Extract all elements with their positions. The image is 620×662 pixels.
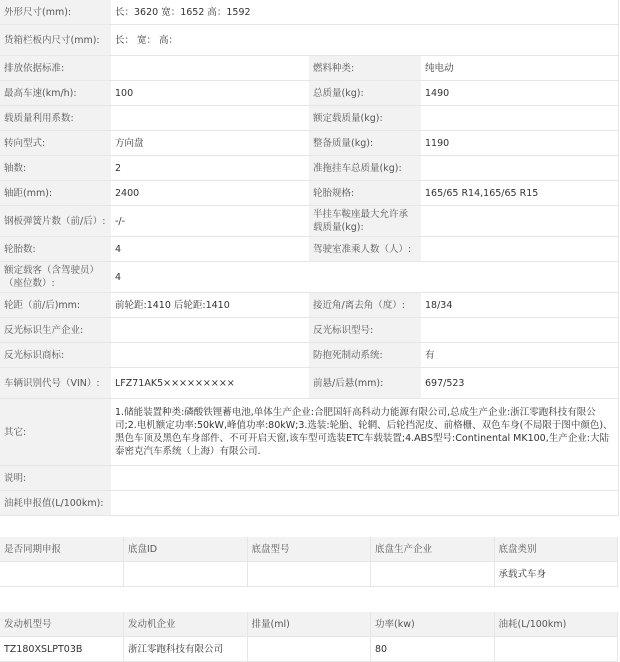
field-value: [421, 106, 618, 131]
table-row: [0, 156, 618, 181]
table-row: [0, 56, 618, 81]
table-row: [0, 131, 618, 156]
table-row: [0, 293, 618, 318]
other-info-value: 1.储能装置种类:磷酸铁锂蓄电池,单体生产企业:合肥国轩高科动力能源有限公司,总成生产企业:浙江零跑科技有限公司;2.电机额定功率:50kW,峰值功率:80kW;3.选装:轮胎、轮辋、后轮挡泥皮、前格栅、双色车身(不局限于图中颜色)、黑色车顶及黑色车身部件、不可开启天窗,该车型可选装ETC车载装置;4.ABS型号:Continental MK100,生产企业:大陆泰密克汽车系统（上海）有限公司.: [111, 399, 618, 466]
field-value: 1490: [421, 81, 618, 106]
chassis-table: [0, 537, 618, 587]
field-value: [111, 343, 309, 368]
engine-header-cell: 油耗(L/100km): [494, 612, 618, 637]
field-value: [111, 106, 309, 131]
engine-cell: [247, 637, 371, 662]
field-label: 货箱栏板内尺寸(mm):: [0, 25, 111, 56]
field-label: 总质量(kg):: [309, 81, 421, 106]
fuel-consumption-label: 油耗申报值(L/100km):: [0, 491, 111, 516]
field-label: 轴数:: [0, 156, 111, 181]
field-label: 轮胎规格:: [309, 181, 421, 206]
field-value: 1190: [421, 131, 618, 156]
table-row: [0, 318, 618, 343]
note-label: 说明:: [0, 466, 111, 491]
engine-cell: 浙江零跑科技有限公司: [124, 637, 248, 662]
engine-header-cell: 功率(kw): [371, 612, 495, 637]
field-value: 2: [111, 156, 309, 181]
engine-header-cell: 发动机型号: [0, 612, 124, 637]
field-value: 长：3620 宽：1652 高：1592: [111, 0, 618, 25]
field-value: 4: [111, 262, 618, 293]
field-value: [111, 56, 309, 81]
note-row: [0, 466, 618, 491]
field-value: 4: [111, 237, 309, 262]
engine-cell: TZ180XSLPT03B: [0, 637, 124, 662]
field-label: 接近角/离去角（度）:: [309, 293, 421, 318]
field-value: -/-: [111, 206, 309, 237]
field-label: 半挂车鞍座最大允许承载质量(kg):: [309, 206, 421, 237]
field-label: 钢板弹簧片数（前/后）:: [0, 206, 111, 237]
field-label: 轴距(mm):: [0, 181, 111, 206]
field-label: 轮胎数:: [0, 237, 111, 262]
table-row: [0, 106, 618, 131]
chassis-cell: [247, 562, 371, 587]
field-value: 前轮距:1410 后轮距:1410: [111, 293, 309, 318]
table-row: [0, 237, 618, 262]
chassis-header-cell: 底盘型号: [247, 537, 371, 562]
fuel-consumption-value: [111, 491, 618, 516]
chassis-header-cell: 是否同期申报: [0, 537, 124, 562]
field-value: [421, 318, 618, 343]
other-info-label: 其它:: [0, 399, 111, 466]
table-row: [0, 262, 618, 293]
table-row: [0, 0, 618, 25]
field-label: 排放依据标准:: [0, 56, 111, 81]
engine-cell: 80: [371, 637, 495, 662]
engine-header-cell: 排量(ml): [247, 612, 371, 637]
chassis-header-cell: 底盘生产企业: [371, 537, 495, 562]
field-value: 697/523: [421, 368, 618, 399]
field-value: 有: [421, 343, 618, 368]
note-value: [111, 466, 618, 491]
table-row: [0, 81, 618, 106]
chassis-cell: [124, 562, 248, 587]
field-value: 18/34: [421, 293, 618, 318]
field-value: [421, 206, 618, 237]
field-value: 纯电动: [421, 56, 618, 81]
field-label: 车辆识别代号（VIN）:: [0, 368, 111, 399]
table-row: [0, 343, 618, 368]
engine-cell: [494, 637, 618, 662]
table-row: [0, 25, 618, 56]
field-value: [111, 318, 309, 343]
field-label: 反光标识型号:: [309, 318, 421, 343]
field-value: 165/65 R14,165/65 R15: [421, 181, 618, 206]
field-value: [421, 156, 618, 181]
chassis-header-cell: 底盘类别: [494, 537, 618, 562]
chassis-cell: [371, 562, 495, 587]
table-row: [0, 637, 618, 662]
field-label: 转向型式:: [0, 131, 111, 156]
field-label: 整备质量(kg):: [309, 131, 421, 156]
fuel-consumption-row: [0, 491, 618, 516]
field-value: [421, 237, 618, 262]
field-label: 前悬/后悬(mm):: [309, 368, 421, 399]
field-label: 防抱死制动系统:: [309, 343, 421, 368]
engine-table: [0, 612, 618, 662]
field-label: 额定载客（含驾驶员）（座位数）:: [0, 262, 111, 293]
field-value: 方向盘: [111, 131, 309, 156]
chassis-cell: [0, 562, 124, 587]
field-value: 长： 宽： 高：: [111, 25, 618, 56]
table-row: [0, 206, 618, 237]
field-label: 轮距（前/后)mm:: [0, 293, 111, 318]
field-label: 燃料种类:: [309, 56, 421, 81]
field-label: 外形尺寸(mm):: [0, 0, 111, 25]
chassis-header-cell: 底盘ID: [124, 537, 248, 562]
field-label: 驾驶室准乘人数（人）:: [309, 237, 421, 262]
chassis-cell: 承载式车身: [494, 562, 618, 587]
field-label: 反光标识生产企业:: [0, 318, 111, 343]
field-label: 额定载质量(kg):: [309, 106, 421, 131]
engine-header-cell: 发动机企业: [124, 612, 248, 637]
field-value: 2400: [111, 181, 309, 206]
field-label: 载质量利用系数:: [0, 106, 111, 131]
table-row: [0, 562, 618, 587]
other-info-row: [0, 399, 618, 466]
field-label: 反光标识商标:: [0, 343, 111, 368]
field-value: 100: [111, 81, 309, 106]
field-label: 最高车速(km/h):: [0, 81, 111, 106]
table-row: [0, 368, 618, 399]
table-row: [0, 181, 618, 206]
engine-header-row: [0, 612, 618, 637]
field-label: 准拖挂车总质量(kg):: [309, 156, 421, 181]
chassis-header-row: [0, 537, 618, 562]
field-value: LFZ71AK5×××××××××: [111, 368, 309, 399]
